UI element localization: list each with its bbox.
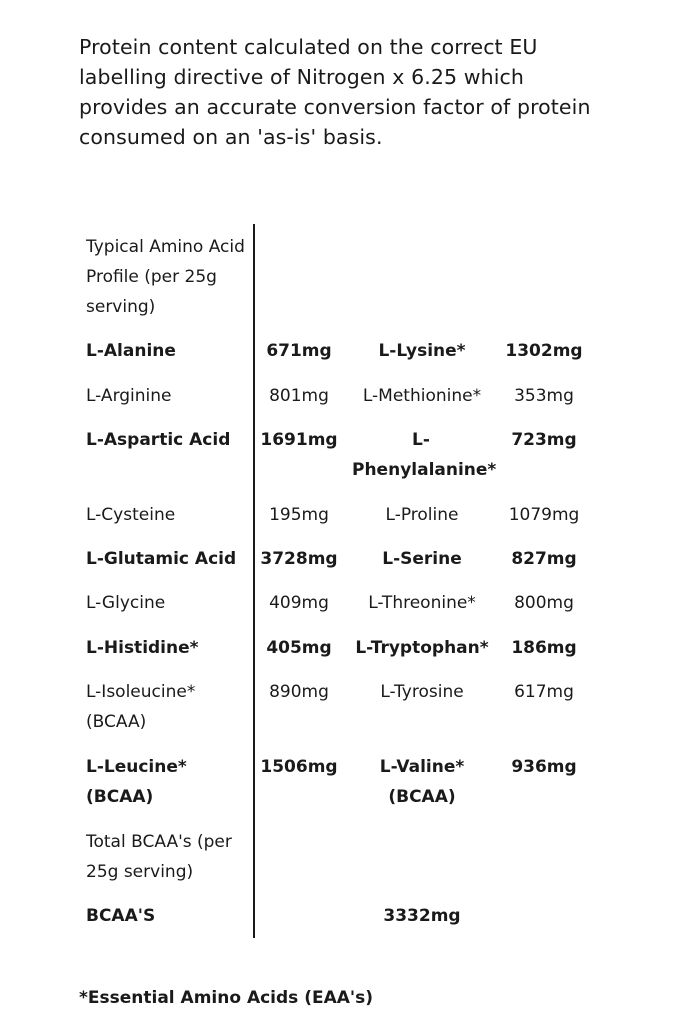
total-label: BCAA'S [86, 906, 156, 926]
row-8-value: 1506mg [260, 757, 338, 777]
row-0-value: 671mg [266, 341, 332, 361]
row-6-value2: 186mg [511, 638, 577, 658]
table-divider [253, 224, 255, 938]
row-8-name2: L-Valine* (BCAA) [379, 757, 465, 807]
row-2-name: L-Aspartic Acid [86, 430, 231, 450]
row-5-name: L-Glycine [86, 593, 166, 613]
total-value: 3332mg [383, 906, 461, 926]
row-5-name2: L-Threonine* [368, 593, 476, 613]
row-7-value: 890mg [269, 682, 329, 702]
row-5-value2: 800mg [514, 593, 574, 613]
row-2-name2: L-Phenylalanine* [352, 430, 497, 480]
row-6-name: L-Histidine* [86, 638, 199, 658]
row-4-name: L-Glutamic Acid [86, 549, 237, 569]
row-2-value2: 723mg [511, 430, 577, 450]
footnote: *Essential Amino Acids (EAA's) [79, 988, 373, 1008]
row-7-value2: 617mg [514, 682, 574, 702]
row-7-name2: L-Tyrosine [380, 682, 464, 702]
row-3-value: 195mg [269, 505, 329, 525]
row-5-value: 409mg [269, 593, 329, 613]
row-6-name2: L-Tryptophan* [355, 638, 489, 658]
row-2-value: 1691mg [260, 430, 338, 450]
row-7-name: L-Isoleucine* (BCAA) [86, 682, 196, 732]
row-6-value: 405mg [266, 638, 332, 658]
row-1-value: 801mg [269, 386, 329, 406]
row-1-name: L-Arginine [86, 386, 172, 406]
row-0-value2: 1302mg [505, 341, 583, 361]
row-4-value2: 827mg [511, 549, 577, 569]
row-8-name: L-Leucine* (BCAA) [86, 757, 187, 807]
row-4-value: 3728mg [260, 549, 338, 569]
row-0-name2: L-Lysine* [378, 341, 466, 361]
row-3-value2: 1079mg [508, 505, 580, 525]
row-1-name2: L-Methionine* [362, 386, 482, 406]
row-3-name: L-Cysteine [86, 505, 176, 525]
intro-paragraph: Protein content calculated on the correct EU labelling directive of Nitrogen x 6.25 which provides an accurate conversion factor of protein consumed on an 'as-is' basis. [79, 35, 591, 149]
total-heading: Total BCAA's (per 25g serving) [86, 832, 232, 882]
row-4-name2: L-Serine [382, 549, 462, 569]
row-0-name: L-Alanine [86, 341, 176, 361]
row-8-value2: 936mg [511, 757, 577, 777]
row-1-value2: 353mg [514, 386, 574, 406]
row-3-name2: L-Proline [385, 505, 459, 525]
profile-heading: Typical Amino Acid Profile (per 25g serving) [86, 237, 245, 317]
